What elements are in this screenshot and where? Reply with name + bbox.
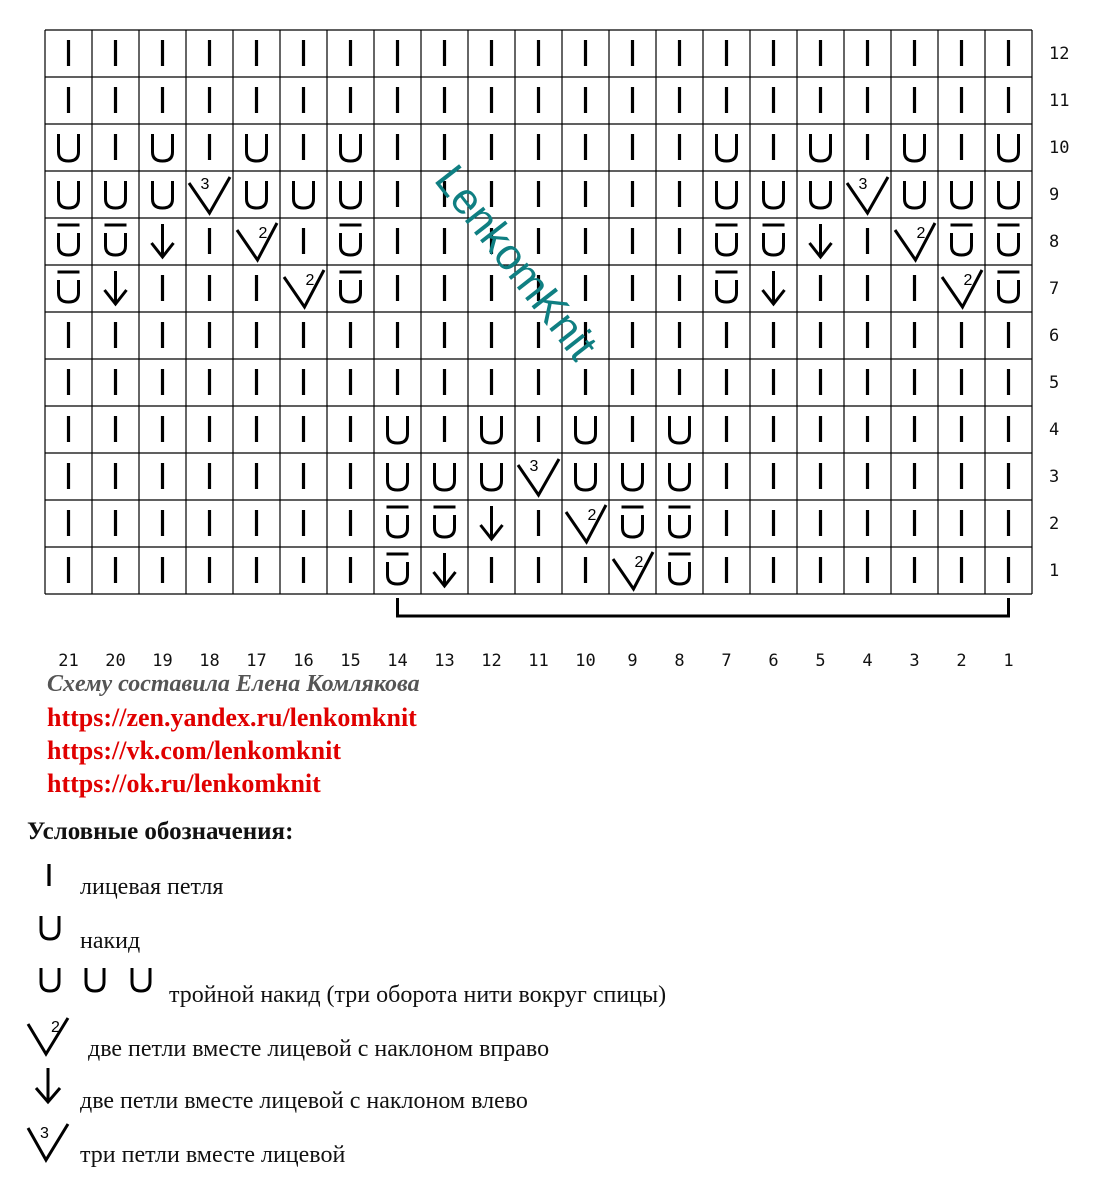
- column-label: 11: [528, 651, 549, 671]
- legend-item-knit: [28, 858, 1028, 910]
- svg-text:3: 3: [200, 176, 210, 193]
- row-label: 3: [1049, 467, 1060, 487]
- row-label: 5: [1049, 373, 1060, 393]
- column-label: 10: [575, 651, 596, 671]
- watermark-text: LenkomKnit: [425, 155, 607, 370]
- svg-text:3: 3: [40, 1125, 49, 1142]
- column-label: 9: [627, 651, 638, 671]
- column-label: 1: [1003, 651, 1014, 671]
- column-label: 21: [58, 651, 79, 671]
- svg-text:2: 2: [258, 225, 268, 242]
- row-label: 12: [1049, 44, 1070, 64]
- row-label: 1: [1049, 561, 1060, 581]
- column-label: 8: [674, 651, 685, 671]
- legend-text-k2tog-right: две петли вместе лицевой с наклоном вправо: [88, 1036, 550, 1062]
- legend-item-k3tog: [28, 1118, 1028, 1170]
- legend-item-k2tog-left: [28, 1066, 1028, 1118]
- column-label: 6: [768, 651, 779, 671]
- row-label: 9: [1049, 185, 1060, 205]
- svg-text:2: 2: [963, 272, 973, 289]
- vk-link[interactable]: https://vk.com/lenkomknit: [47, 736, 341, 765]
- column-label: 20: [105, 651, 126, 671]
- legend-item-triple-yarn-over: [28, 962, 1028, 1014]
- column-label: 4: [862, 651, 873, 671]
- legend-text-knit: лицевая петля: [80, 874, 224, 900]
- row-label: 8: [1049, 232, 1060, 252]
- column-label: 2: [956, 651, 967, 671]
- svg-text:2: 2: [916, 225, 926, 242]
- svg-text:2: 2: [634, 554, 644, 571]
- column-label: 7: [721, 651, 732, 671]
- ok-link[interactable]: https://ok.ru/lenkomknit: [47, 769, 321, 798]
- column-label: 17: [246, 651, 267, 671]
- svg-text:3: 3: [529, 458, 539, 475]
- svg-text:3: 3: [858, 176, 868, 193]
- column-label: 5: [815, 651, 826, 671]
- legend-item-k2tog-right: [28, 1014, 1028, 1066]
- column-label: 3: [909, 651, 920, 671]
- column-label: 14: [387, 651, 408, 671]
- row-label: 2: [1049, 514, 1060, 534]
- column-label: 19: [152, 651, 173, 671]
- svg-text:2: 2: [587, 507, 597, 524]
- author-credit: Схему составила Елена Комлякова: [47, 671, 420, 697]
- row-label: 11: [1049, 91, 1070, 111]
- column-label: 12: [481, 651, 502, 671]
- k2tog-left-icon: [28, 1066, 68, 1114]
- column-label: 13: [434, 651, 455, 671]
- column-label: 16: [293, 651, 314, 671]
- legend-item-yarn-over: [28, 910, 1028, 962]
- legend-text-triple-yarn-over: тройной накид (три оборота нити вокруг спицы): [169, 982, 667, 1008]
- k2tog-right-icon: [28, 1014, 78, 1062]
- legend-text-yarn-over: накид: [80, 928, 141, 954]
- column-label: 15: [340, 651, 361, 671]
- legend-text-k3tog: три петли вместе лицевой: [80, 1142, 346, 1168]
- legend-text-k2tog-left: две петли вместе лицевой с наклоном влево: [80, 1088, 528, 1114]
- yarn-over-icon: [28, 910, 68, 950]
- knit-stitch-icon: [28, 858, 68, 898]
- zen-link[interactable]: https://zen.yandex.ru/lenkomknit: [47, 703, 417, 732]
- triple-yarn-over-icon: [28, 962, 168, 1002]
- legend-title: Условные обозначения:: [27, 818, 294, 845]
- svg-text:2: 2: [305, 272, 315, 289]
- svg-text:2: 2: [51, 1019, 60, 1036]
- row-label: 10: [1049, 138, 1070, 158]
- column-label: 18: [199, 651, 220, 671]
- row-label: 7: [1049, 279, 1060, 299]
- k3tog-icon: [28, 1118, 78, 1166]
- row-label: 6: [1049, 326, 1060, 346]
- row-label: 4: [1049, 420, 1060, 440]
